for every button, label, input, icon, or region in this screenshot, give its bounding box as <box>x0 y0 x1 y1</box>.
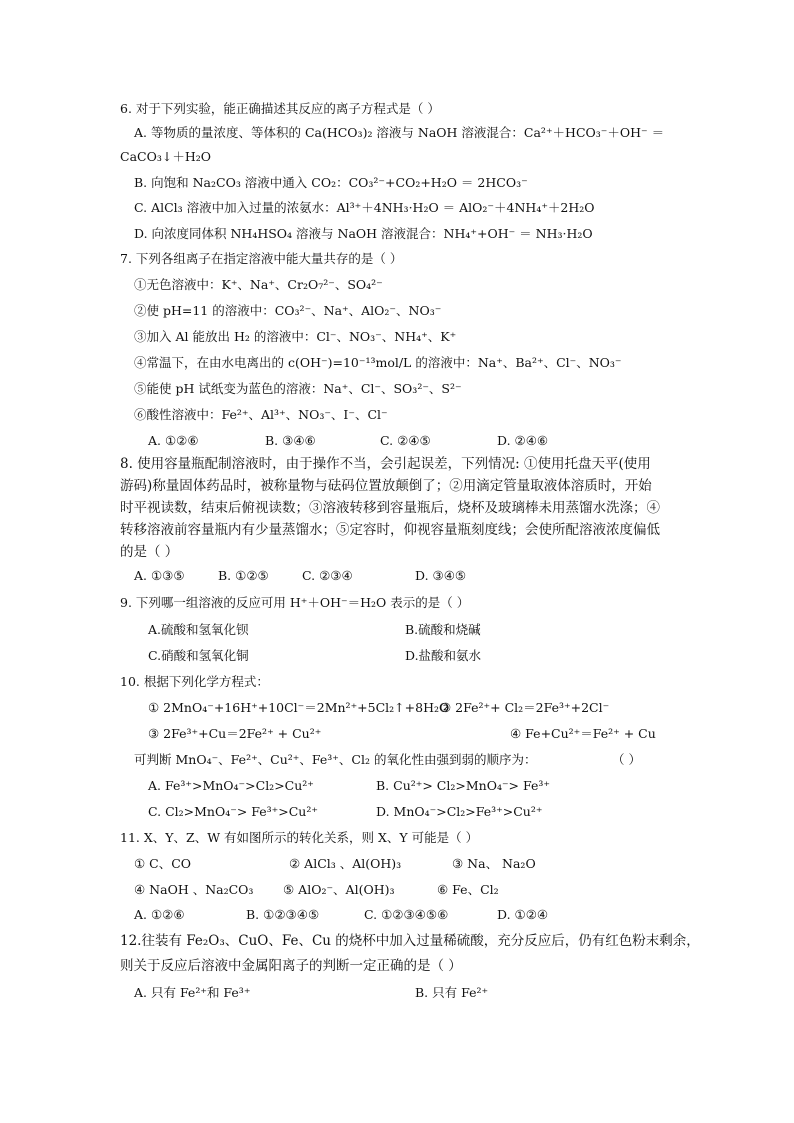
q9-option-a: A.硫酸和氢氧化钡 <box>148 622 249 637</box>
q8-option-b: B. ①②⑤ <box>218 568 269 583</box>
q11-option-a: A. ①②⑥ <box>134 907 185 922</box>
q6-option-c: C. AlCl₃ 溶液中加入过量的浓氨水：Al³⁺＋4NH₃·H₂O ＝ AlO₂⁻＋4NH₄⁺＋2H₂O <box>134 200 595 215</box>
q12-option-a: A. 只有 Fe²⁺和 Fe³⁺ <box>134 985 251 1000</box>
q7-item-4: ④常温下，在由水电离出的 c(OH⁻)=10⁻¹³mol/L 的溶液中：Na⁺、Ba²⁺、Cl⁻、NO₃⁻ <box>134 355 622 370</box>
q12-option-b: B. 只有 Fe²⁺ <box>415 985 489 1000</box>
q7-option-d: D. ②④⑥ <box>497 433 549 448</box>
q10-option-b: B. Cu²⁺> Cl₂>MnO₄⁻> Fe³⁺ <box>376 778 550 793</box>
q6-option-a-line1: A. 等物质的量浓度、等体积的 Ca(HCO₃)₂ 溶液与 NaOH 溶液混合：Ca²⁺＋HCO₃⁻＋OH⁻ ＝ <box>134 125 665 140</box>
q7-stem: 7. 下列各组离子在指定溶液中能大量共存的是（ ） <box>120 251 403 266</box>
q9-option-b: B.硫酸和烧碱 <box>405 622 481 637</box>
q9-option-d: D.盐酸和氨水 <box>405 648 482 663</box>
q8-line-5: 的是（ ） <box>120 544 179 560</box>
q11-item-1: ① C、CO <box>134 856 192 871</box>
q10-equation-1: ① 2MnO₄⁻+16H⁺+10Cl⁻＝2Mn²⁺+5Cl₂↑+8H₂O <box>148 700 450 715</box>
q7-item-3: ③加入 Al 能放出 H₂ 的溶液中：Cl⁻、NO₃⁻、NH₄⁺、K⁺ <box>134 329 457 344</box>
q7-option-c: C. ②④⑤ <box>380 433 431 448</box>
q10-equation-4: ④ Fe+Cu²⁺＝Fe²⁺ + Cu <box>510 726 656 741</box>
q10-equation-2: ② 2Fe²⁺+ Cl₂＝2Fe³⁺+2Cl⁻ <box>440 700 610 715</box>
q6-stem: 6. 对于下列实验，能正确描述其反应的离子方程式是（ ） <box>120 101 440 116</box>
q12-line-1: 12.往装有 Fe₂O₃、CuO、Fe、Cu 的烧杯中加入过量稀硫酸，充分反应后，仍有红色粉末剩余， <box>120 933 700 949</box>
q10-option-c: C. Cl₂>MnO₄⁻> Fe³⁺>Cu²⁺ <box>148 804 318 819</box>
q9-stem: 9. 下列哪一组溶液的反应可用 H⁺＋OH⁻＝H₂O 表示的是（ ） <box>120 595 470 610</box>
q7-item-1: ①无色溶液中：K⁺、Na⁺、Cr₂O₇²⁻、SO₄²⁻ <box>134 277 383 292</box>
q11-item-4: ④ NaOH 、Na₂CO₃ <box>134 882 254 897</box>
q8-option-a: A. ①③⑤ <box>134 568 185 583</box>
q7-item-2: ②使 pH=11 的溶液中：CO₃²⁻、Na⁺、AlO₂⁻、NO₃⁻ <box>134 303 442 318</box>
q7-item-5: ⑤能使 pH 试纸变为蓝色的溶液：Na⁺、Cl⁻、SO₃²⁻、S²⁻ <box>134 381 462 396</box>
q11-option-d: D. ①②④ <box>497 907 549 922</box>
q6-option-d: D. 向浓度同体积 NH₄HSO₄ 溶液与 NaOH 溶液混合：NH₄⁺+OH⁻ ＝ NH₃·H₂O <box>134 226 593 241</box>
q8-option-c: C. ②③④ <box>302 568 353 583</box>
q7-option-b: B. ③④⑥ <box>265 433 316 448</box>
q11-item-6: ⑥ Fe、Cl₂ <box>437 882 499 897</box>
q11-item-3: ③ Na、 Na₂O <box>452 856 536 871</box>
q12-line-2: 则关于反应后溶液中金属阳离子的判断一定正确的是（ ） <box>120 958 462 974</box>
q11-stem: 11. X、Y、Z、W 有如图所示的转化关系，则 X、Y 可能是（ ） <box>120 830 479 845</box>
q11-item-5: ⑤ AlO₂⁻、Al(OH)₃ <box>283 882 395 897</box>
q10-option-a: A. Fe³⁺>MnO₄⁻>Cl₂>Cu²⁺ <box>148 778 314 793</box>
q6-option-b: B. 向饱和 Na₂CO₃ 溶液中通入 CO₂：CO₃²⁻+CO₂+H₂O ＝ 2HCO₃⁻ <box>134 175 528 190</box>
q8-option-d: D. ③④⑤ <box>415 568 467 583</box>
q7-item-6: ⑥酸性溶液中：Fe²⁺、Al³⁺、NO₃⁻、I⁻、Cl⁻ <box>134 407 388 422</box>
q10-answer-paren: （ ） <box>612 752 641 767</box>
q10-question: 可判断 MnO₄⁻、Fe²⁺、Cu²⁺、Fe³⁺、Cl₂ 的氧化性由强到弱的顺序为： <box>134 752 537 767</box>
q8-line-1: 8. 使用容量瓶配制溶液时，由于操作不当，会引起误差，下列情况: ①使用托盘天平(使用 <box>120 456 651 472</box>
q8-line-3: 时平视读数，结束后俯视读数；③溶液转移到容量瓶后，烧杯及玻璃棒未用蒸馏水洗涤；④ <box>120 500 660 516</box>
q10-equation-3: ③ 2Fe³⁺+Cu＝2Fe²⁺ + Cu²⁺ <box>148 726 322 741</box>
q11-item-2: ② AlCl₃ 、Al(OH)₃ <box>289 856 402 871</box>
q11-option-b: B. ①②③④⑤ <box>246 907 320 922</box>
q8-line-4: 转移溶液前容量瓶内有少量蒸馏水；⑤定容时，仰视容量瓶刻度线；会使所配溶液浓度偏低 <box>120 522 660 538</box>
q9-option-c: C.硝酸和氢氧化铜 <box>148 648 249 663</box>
q7-option-a: A. ①②⑥ <box>148 433 199 448</box>
q11-option-c: C. ①②③④⑤⑥ <box>364 907 449 922</box>
q6-option-a-line2: CaCO₃↓＋H₂O <box>120 149 211 164</box>
q10-option-d: D. MnO₄⁻>Cl₂>Fe³⁺>Cu²⁺ <box>376 804 543 819</box>
q10-stem: 10. 根据下列化学方程式： <box>120 674 269 689</box>
q8-line-2: 游码)称量固体药品时，被称量物与砝码位置放颠倒了；②用滴定管量取液体溶质时，开始 <box>120 478 652 494</box>
